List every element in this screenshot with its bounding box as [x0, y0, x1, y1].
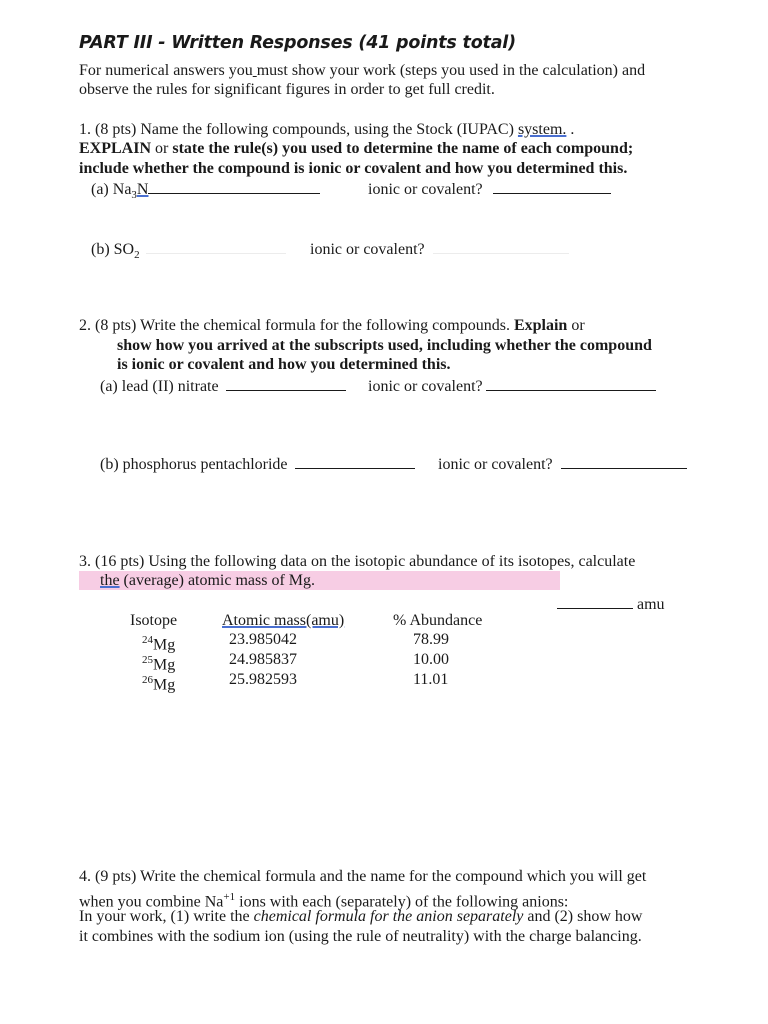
- q3-line-2: [100, 571, 315, 591]
- q3-answer-group: [557, 593, 665, 615]
- q1-b-subscript: 2: [134, 249, 140, 262]
- q2-b-ionic-group: [438, 453, 687, 475]
- q1-system-word: system.: [517, 121, 567, 138]
- q2-line-3: is ionic or covalent and how you determined this.: [117, 356, 451, 373]
- q1-line-1: [79, 120, 574, 140]
- q2-a-ionic-blank[interactable]: [486, 375, 656, 391]
- row-1-abundance: 78.99: [413, 631, 449, 648]
- intro-line-1: [79, 61, 645, 81]
- q3-answer-blank[interactable]: [557, 593, 633, 609]
- q4-instr-post: and (2) show how: [523, 908, 643, 925]
- q4-charge: +1: [223, 891, 236, 903]
- row-3-abundance: 11.01: [413, 671, 449, 688]
- q2-b-label: (b) phosphorus pentachloride: [100, 456, 288, 473]
- q1-text: 1. (8 pts) Name the following compounds, using the Stock (IUPAC): [79, 121, 514, 138]
- q1-b-ionic-blank[interactable]: [433, 238, 569, 254]
- row-2-mass: 24.985837: [229, 651, 297, 668]
- intro-text-cont: must show your work (steps you used in the calculation) and: [256, 62, 646, 79]
- q4-text: when you combine Na: [79, 893, 224, 911]
- q1-line-2: [79, 139, 633, 159]
- row-1-symbol: Mg: [153, 636, 176, 654]
- q1-b-ionic-group: [310, 238, 569, 260]
- row-3-mass: 25.982593: [229, 671, 297, 688]
- row-3-isotope: [142, 670, 175, 695]
- q2-a-label: (a) lead (II) nitrate: [100, 378, 219, 395]
- q4-text-cont: ions with each (separately) of the following anions:: [235, 893, 569, 911]
- q1-a-ionic-label: ionic or covalent?: [368, 181, 483, 198]
- q4-line-3: [79, 907, 642, 927]
- q1-b-label: (b) SO: [91, 241, 135, 258]
- q2-a-ionic-group: [368, 375, 656, 397]
- q3-the: the: [100, 572, 120, 589]
- q3-rest: (average) atomic mass of Mg.: [119, 572, 316, 589]
- q4-line-1: 4. (9 pts) Write the chemical formula and the name for the compound which you will get: [79, 868, 647, 885]
- q2-explain: Explain: [513, 317, 568, 334]
- row-2-symbol: Mg: [153, 656, 176, 674]
- q1-explain: EXPLAIN: [79, 140, 152, 157]
- intro-text: For numerical answers you: [79, 62, 253, 79]
- row-3-mass-number: 26: [142, 674, 153, 686]
- q1-a-subscript: 3: [131, 189, 137, 202]
- header-atomic-mass: [222, 611, 344, 631]
- q1-a-label: (a) Na: [91, 181, 132, 198]
- q1-b-ionic-label: ionic or covalent?: [310, 241, 425, 258]
- q4-instr-italic: chemical formula for the anion separately: [253, 908, 524, 925]
- q2-b-ionic-label: ionic or covalent?: [438, 456, 553, 473]
- q1-line-3: include whether the compound is ionic or covalent and how you determined this.: [79, 160, 628, 177]
- q3-line-1: 3. (16 pts) Using the following data on the isotopic abundance of its isotopes, calculate: [79, 553, 636, 570]
- row-2-abundance: 10.00: [413, 651, 449, 668]
- q2-a-answer-blank[interactable]: [226, 375, 346, 391]
- row-1-mass-number: 24: [142, 634, 153, 646]
- intro-line-2: observe the rules for significant figures in order to get full credit.: [79, 81, 495, 98]
- q2-b-ionic-blank[interactable]: [561, 453, 687, 469]
- q1-end-mark: .: [566, 121, 575, 138]
- q2-line-1: [79, 316, 585, 336]
- q2-part-a: [100, 375, 346, 397]
- row-2-mass-number: 25: [142, 654, 153, 666]
- q1-or: or: [151, 140, 173, 157]
- q1-part-a: [91, 178, 320, 205]
- q1-b-answer-blank[interactable]: [146, 238, 286, 254]
- header-atomic-mass-text: Atomic mass(amu): [222, 612, 345, 629]
- q2-line-2: show how you arrived at the subscripts used, including whether the compound: [117, 337, 652, 354]
- q1-part-b: [91, 238, 286, 265]
- q4-line-4: it combines with the sodium ion (using the rule of neutrality) with the charge balancing.: [79, 928, 642, 945]
- q2-part-b: [100, 453, 415, 475]
- q1-state: state the rule(s) you used to determine the name of each compound;: [172, 140, 634, 157]
- q2-a-ionic-label: ionic or covalent?: [368, 378, 483, 395]
- header-isotope: Isotope: [130, 612, 178, 629]
- q2-b-answer-blank[interactable]: [295, 453, 415, 469]
- q1-a-ionic-blank[interactable]: [493, 178, 611, 194]
- row-1-mass: 23.985042: [229, 631, 297, 648]
- q4-instr-pre: In your work, (1) write the: [79, 908, 254, 925]
- header-abundance: % Abundance: [393, 612, 483, 629]
- q3-unit: amu: [637, 596, 665, 613]
- q1-a-nitrogen: N: [136, 181, 149, 198]
- page-title: PART III - Written Responses (41 points total): [79, 33, 516, 53]
- q2-or: or: [571, 317, 585, 334]
- q1-a-ionic-group: [368, 178, 611, 200]
- q1-a-answer-blank[interactable]: [148, 178, 320, 194]
- q2-text: 2. (8 pts) Write the chemical formula for the following compounds.: [79, 317, 510, 334]
- row-3-symbol: Mg: [153, 676, 176, 694]
